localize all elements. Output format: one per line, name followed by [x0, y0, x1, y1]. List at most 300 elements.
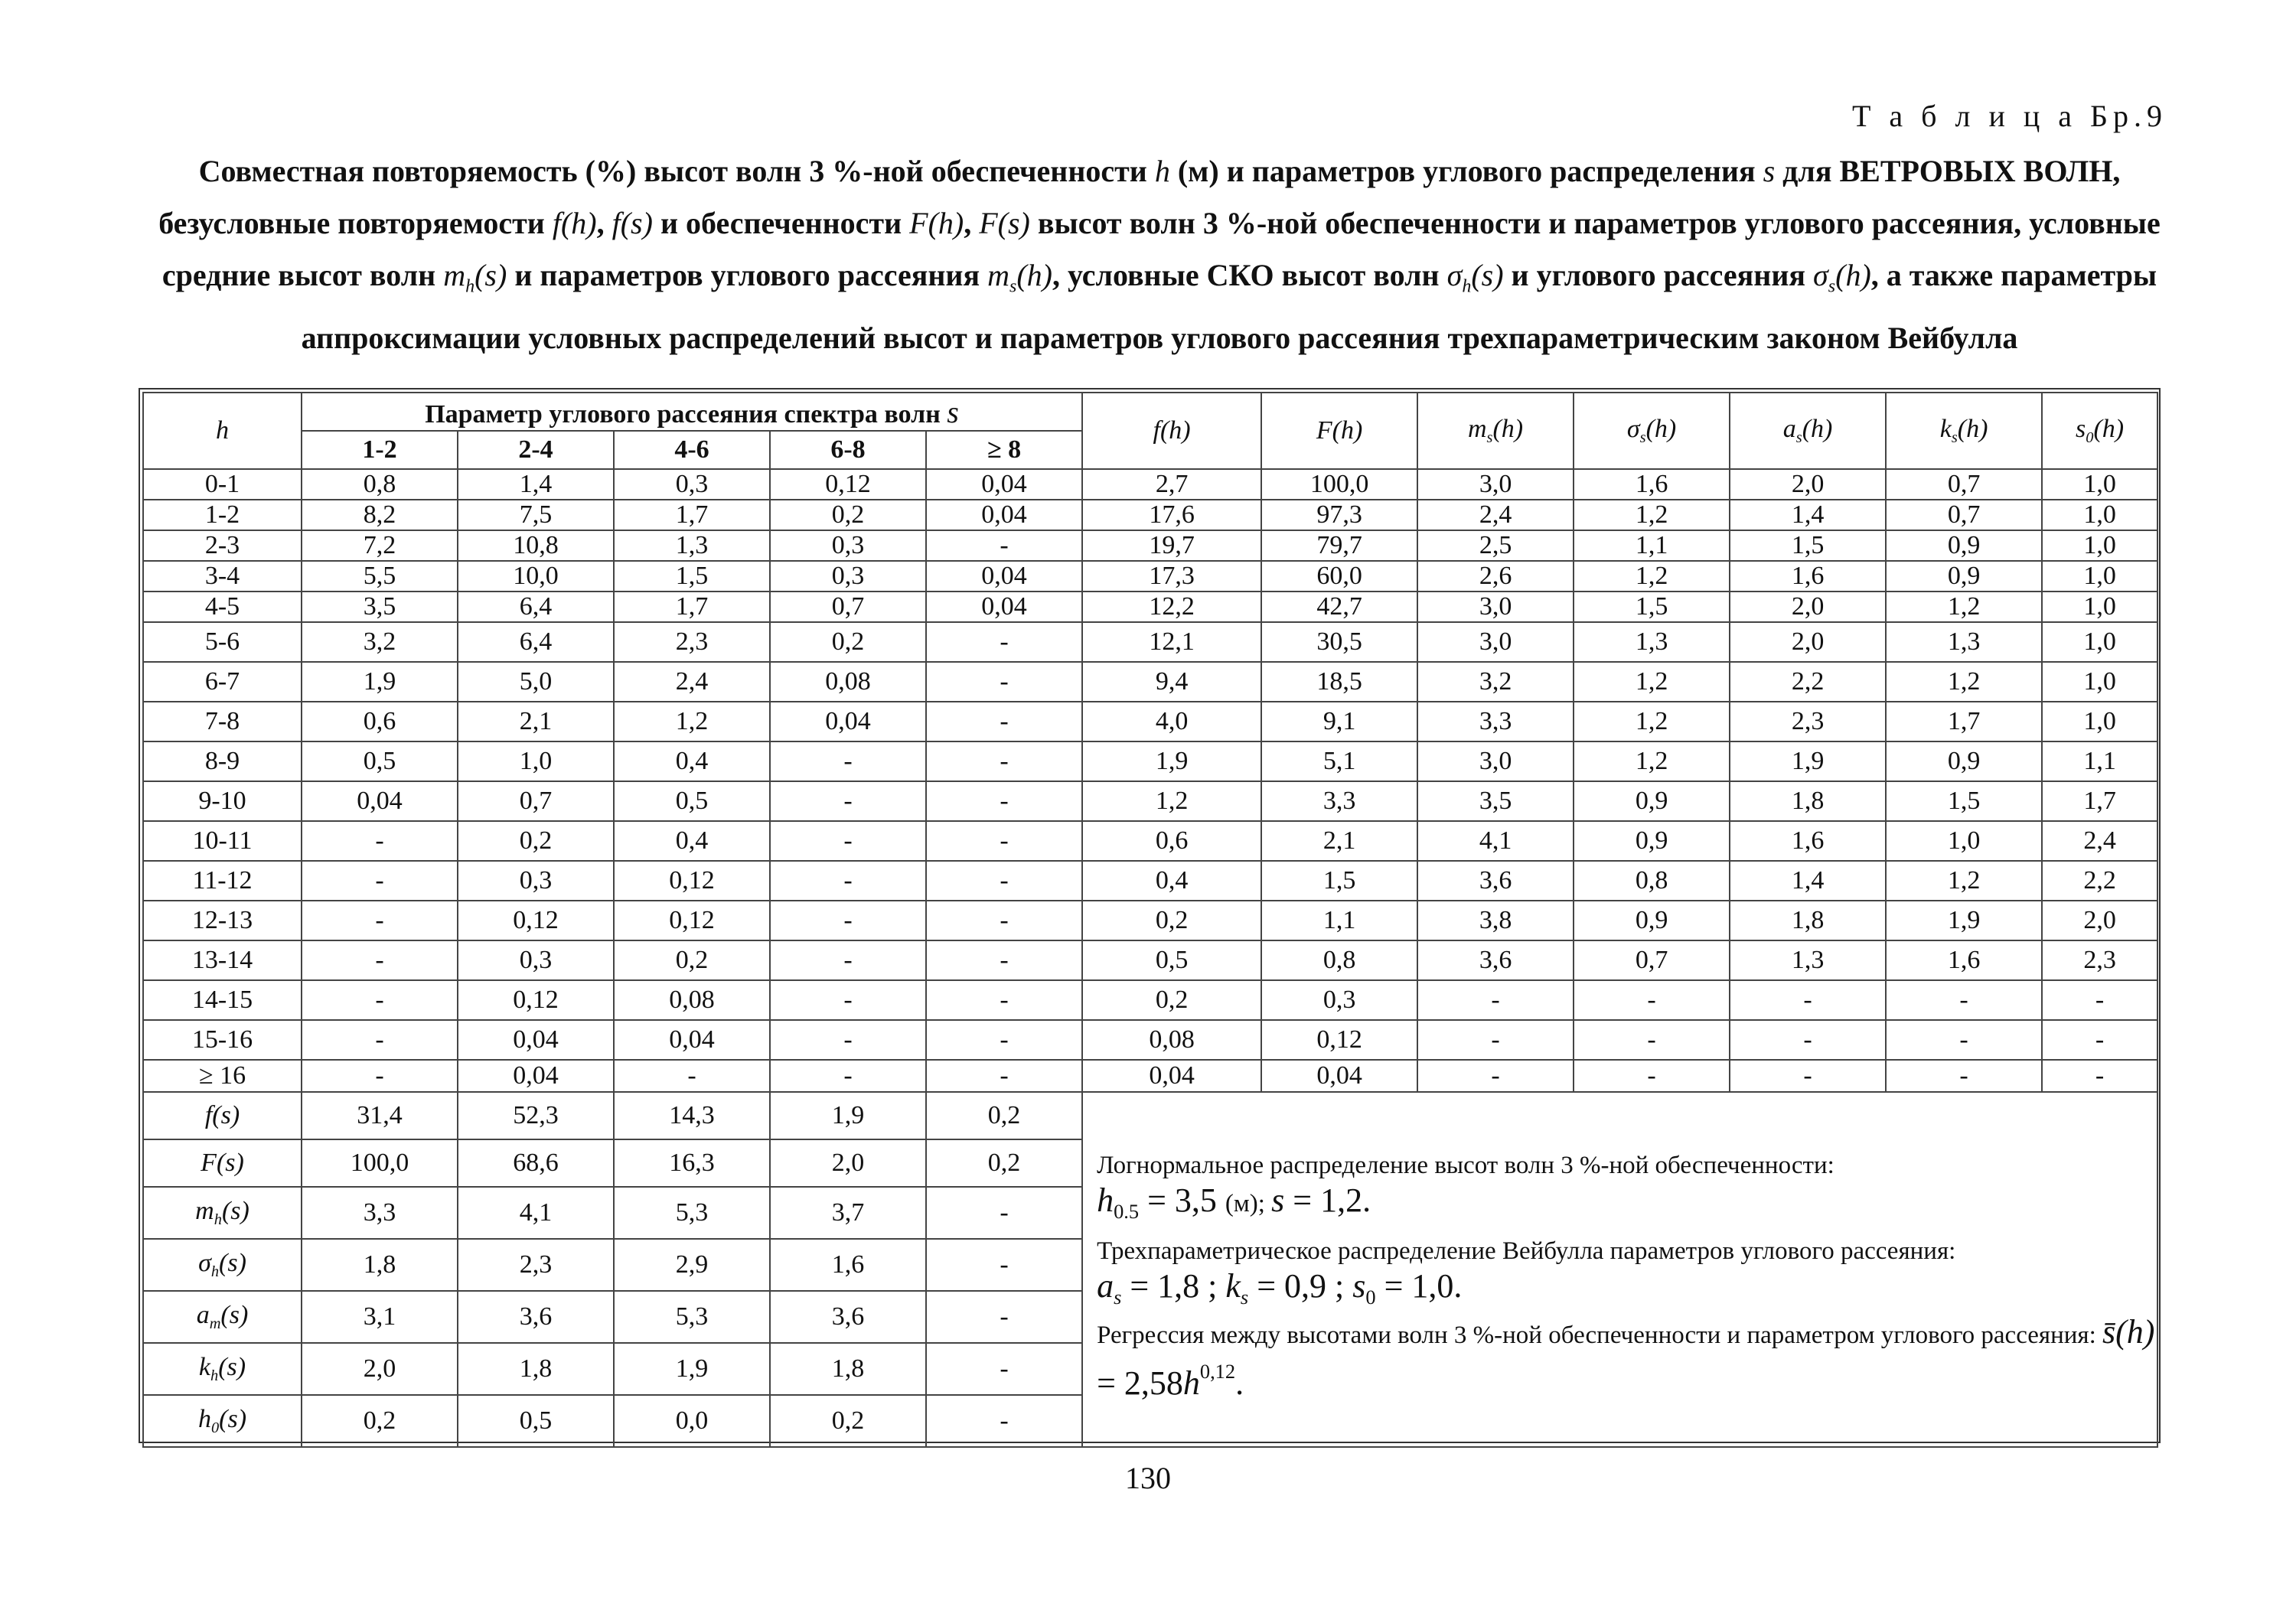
title-math-sub: s: [1009, 276, 1017, 297]
stat-cell: -: [1886, 1020, 2042, 1060]
math-argument: (h): [1492, 414, 1524, 443]
stat-cell: 0,9: [1574, 781, 1730, 821]
stat-cell: 42,7: [1261, 592, 1417, 622]
stat-cell: 0,7: [1886, 500, 2042, 530]
stat-cell: 1,1: [2042, 741, 2157, 781]
stat-cell: 9,1: [1261, 702, 1417, 741]
title-math-sub: s: [1828, 276, 1836, 297]
note-lognormal: Логнормальное распределение высот волн 3 %-ной обеспеченности:: [1097, 1152, 1835, 1179]
table-cell: 3,6: [458, 1291, 614, 1343]
stat-cell: 1,0: [2042, 469, 2157, 500]
table-cell: 0,3: [770, 530, 926, 561]
stat-cell: 3,5: [1417, 781, 1574, 821]
stat-cell: 0,7: [1574, 940, 1730, 980]
table-row: [143, 861, 2157, 901]
stat-cell: 79,7: [1261, 530, 1417, 561]
table-cell: -: [302, 821, 458, 861]
table-cell: -: [302, 901, 458, 940]
table-cell: 1,9: [614, 1343, 770, 1395]
stat-cell: 1,3: [1886, 622, 2042, 662]
stat-cell: 1,6: [1574, 469, 1730, 500]
stat-cell: 1,2: [1574, 561, 1730, 592]
stat-cell: -: [1730, 1060, 1886, 1092]
row-h-label: 12-13: [143, 901, 302, 940]
stat-cell: -: [1417, 1020, 1574, 1060]
stat-cell: 3,8: [1417, 901, 1574, 940]
formula-value: = 1,2.: [1284, 1181, 1371, 1219]
stat-cell: 0,08: [1082, 1020, 1261, 1060]
header-stat-0: [1082, 393, 1261, 469]
stat-cell: 17,6: [1082, 500, 1261, 530]
table-cell: 0,2: [926, 1139, 1082, 1187]
table-cell: -: [926, 940, 1082, 980]
title-math-sub: h: [465, 276, 475, 297]
stat-cell: -: [1730, 1020, 1886, 1060]
table-cell: 0,04: [614, 1020, 770, 1060]
title-math: (h): [1016, 258, 1052, 292]
math-symbol: a: [196, 1300, 210, 1329]
table-row: [143, 592, 2157, 622]
table-cell: 0,04: [458, 1020, 614, 1060]
table-cell: 0,2: [302, 1395, 458, 1447]
stat-cell: 0,9: [1886, 741, 2042, 781]
title-math: f(h): [552, 206, 597, 240]
s-stat-row: [143, 1092, 2157, 1139]
table-cell: 1,9: [770, 1092, 926, 1139]
stat-cell: 0,2: [1082, 901, 1261, 940]
table-cell: -: [926, 861, 1082, 901]
table-cell: -: [926, 1395, 1082, 1447]
math-subscript: s: [1951, 429, 1958, 447]
table-row: [143, 1020, 2157, 1060]
stat-cell: 2,6: [1417, 561, 1574, 592]
title-math: m: [987, 258, 1009, 292]
math-symbol: F: [1316, 416, 1332, 445]
title-math-sub: h: [1462, 276, 1472, 297]
table-cell: 2,3: [614, 622, 770, 662]
stat-cell: 100,0: [1261, 469, 1417, 500]
table-cell: 0,04: [770, 702, 926, 741]
header-s-class: 4-6: [614, 431, 770, 469]
table-row: [143, 702, 2157, 741]
note-regression: [1097, 1315, 2157, 1403]
table-cell: -: [302, 1020, 458, 1060]
title-text: высот волн 3 %-ной обеспеченности и параметров углового рассеяния, условные средние высот волн: [161, 206, 2161, 292]
row-h-label: 9-10: [143, 781, 302, 821]
table-cell: -: [926, 530, 1082, 561]
table-cell: -: [926, 781, 1082, 821]
title-math: (s): [475, 258, 507, 292]
table-cell: -: [926, 980, 1082, 1020]
table-cell: -: [926, 662, 1082, 702]
formula-value: = 2,58: [1097, 1364, 1183, 1402]
title-text: , условные СКО высот волн: [1052, 258, 1447, 292]
table-cell: 1,7: [614, 592, 770, 622]
stat-cell: -: [1886, 1060, 2042, 1092]
formula-value: = 1,0.: [1375, 1267, 1463, 1305]
table-cell: 3,6: [770, 1291, 926, 1343]
math-subscript: h: [210, 1263, 220, 1281]
stat-cell: -: [1730, 980, 1886, 1020]
math-symbol: k: [1939, 414, 1952, 443]
header-s-class: 2-4: [458, 431, 614, 469]
stat-cell: 0,04: [1261, 1060, 1417, 1092]
stat-cell: -: [1574, 1060, 1730, 1092]
math-subscript: s: [1486, 429, 1493, 447]
table-row: [143, 741, 2157, 781]
table-cell: 0,12: [614, 901, 770, 940]
formula-unit: (м);: [1225, 1190, 1272, 1217]
row-h-label: 8-9: [143, 741, 302, 781]
stat-cell: 17,3: [1082, 561, 1261, 592]
stat-cell: 0,5: [1082, 940, 1261, 980]
stat-cell: 97,3: [1261, 500, 1417, 530]
table-cell: 2,3: [458, 1239, 614, 1291]
note-lognormal-formula: [1097, 1183, 2157, 1229]
s-stat-label: [143, 1139, 302, 1187]
stat-cell: 0,6: [1082, 821, 1261, 861]
math-subscript: h: [214, 1211, 222, 1229]
header-stat-3: [1574, 393, 1730, 469]
math-symbol: k: [1225, 1267, 1241, 1305]
table-cell: 0,7: [458, 781, 614, 821]
stat-cell: 1,2: [1574, 662, 1730, 702]
math-argument: (h): [2093, 414, 2125, 443]
stat-cell: 9,4: [1082, 662, 1261, 702]
table-cell: -: [926, 622, 1082, 662]
stat-cell: 4,0: [1082, 702, 1261, 741]
table-row: [143, 940, 2157, 980]
stat-cell: 3,6: [1417, 940, 1574, 980]
stat-cell: 18,5: [1261, 662, 1417, 702]
stat-cell: 3,0: [1417, 741, 1574, 781]
header-s-class: 6-8: [770, 431, 926, 469]
table-cell: 0,5: [614, 781, 770, 821]
s-stat-label: [143, 1187, 302, 1239]
table-cell: 100,0: [302, 1139, 458, 1187]
stat-cell: 2,5: [1417, 530, 1574, 561]
table-cell: 0,7: [770, 592, 926, 622]
table-cell: 1,8: [302, 1239, 458, 1291]
stat-cell: 0,2: [1082, 980, 1261, 1020]
stat-cell: 2,3: [2042, 940, 2157, 980]
stat-cell: 1,3: [1730, 940, 1886, 980]
table-cell: 14,3: [614, 1092, 770, 1139]
stat-cell: 0,9: [1574, 901, 1730, 940]
table-cell: -: [770, 781, 926, 821]
stat-cell: 1,6: [1730, 821, 1886, 861]
stat-cell: 1,2: [1574, 741, 1730, 781]
table-cell: 0,04: [926, 500, 1082, 530]
table-cell: 31,4: [302, 1092, 458, 1139]
math-argument: (s): [221, 1196, 249, 1225]
stat-cell: 19,7: [1082, 530, 1261, 561]
table-cell: 5,0: [458, 662, 614, 702]
stat-cell: 3,3: [1417, 702, 1574, 741]
title-text: (м) и параметров углового распределения: [1169, 154, 1763, 188]
stat-cell: 1,8: [1730, 781, 1886, 821]
stat-cell: 1,4: [1730, 500, 1886, 530]
header-stat-4: [1730, 393, 1886, 469]
stat-cell: -: [1574, 1020, 1730, 1060]
table-cell: 68,6: [458, 1139, 614, 1187]
stat-cell: 2,0: [2042, 901, 2157, 940]
table-cell: -: [302, 861, 458, 901]
table-row: [143, 901, 2157, 940]
table-row: [143, 622, 2157, 662]
stat-cell: 2,0: [1730, 622, 1886, 662]
math-subscript: s: [1639, 429, 1646, 447]
table-cell: -: [770, 741, 926, 781]
row-h-label: ≥ 16: [143, 1060, 302, 1092]
table-cell: 0,2: [770, 622, 926, 662]
stat-cell: 0,7: [1886, 469, 2042, 500]
stat-cell: 3,2: [1417, 662, 1574, 702]
header-s-class: ≥ 8: [926, 431, 1082, 469]
stat-cell: 1,2: [1082, 781, 1261, 821]
stat-cell: 1,7: [2042, 781, 2157, 821]
notes-block: [1082, 1092, 2157, 1447]
header-stat-1: [1261, 393, 1417, 469]
title-math: σ: [1446, 258, 1463, 292]
title-math: F(s): [979, 206, 1030, 240]
table-cell: -: [926, 1291, 1082, 1343]
table-cell: 0,12: [458, 901, 614, 940]
title-math: f(s): [612, 206, 653, 240]
math-argument: (s): [218, 1352, 246, 1381]
math-symbol: a: [1782, 414, 1796, 443]
table-cell: -: [926, 1239, 1082, 1291]
table-cell: -: [926, 1020, 1082, 1060]
table-cell: -: [926, 1187, 1082, 1239]
table-cell: 0,4: [614, 741, 770, 781]
math-symbol: m: [195, 1196, 214, 1225]
table-cell: 2,0: [302, 1343, 458, 1395]
table-cell: -: [926, 821, 1082, 861]
s-stat-label: [143, 1239, 302, 1291]
table-cell: 1,7: [614, 500, 770, 530]
table-label: Т а б л и ц а Бр.9: [1851, 99, 2167, 133]
table-row: [143, 821, 2157, 861]
stat-cell: 0,9: [1574, 821, 1730, 861]
math-argument: (h): [1645, 414, 1677, 443]
table-body: [143, 393, 2157, 1447]
table-cell: 0,6: [302, 702, 458, 741]
table-cell: 3,7: [770, 1187, 926, 1239]
row-h-label: 7-8: [143, 702, 302, 741]
stat-cell: 1,1: [1261, 901, 1417, 940]
table-row: [143, 980, 2157, 1020]
formula-value: .: [1235, 1364, 1244, 1402]
stat-cell: 1,8: [1730, 901, 1886, 940]
table-cell: 2,4: [614, 662, 770, 702]
math-subscript: h: [210, 1367, 219, 1385]
stat-cell: 0,3: [1261, 980, 1417, 1020]
math-subscript: 0: [210, 1419, 220, 1437]
math-symbol: a: [1097, 1267, 1114, 1305]
math-argument: (s): [219, 1248, 246, 1277]
math-symbol: s: [2076, 414, 2086, 443]
header-stat-5: [1886, 393, 2042, 469]
header-group-var: s: [947, 394, 959, 429]
title-math: h: [1154, 154, 1170, 188]
math-subscript: 0.5: [1114, 1200, 1140, 1224]
math-argument: (s): [220, 1300, 249, 1329]
math-symbol: k: [198, 1352, 210, 1381]
math-symbol: h: [197, 1404, 211, 1433]
math-superscript: 0,12: [1199, 1359, 1236, 1383]
table-cell: 0,2: [458, 821, 614, 861]
math-symbol: f: [204, 1101, 213, 1129]
data-table: [142, 392, 2158, 1448]
table-cell: 0,04: [458, 1060, 614, 1092]
stat-cell: 1,0: [2042, 561, 2157, 592]
math-symbol: σ: [1626, 414, 1640, 443]
header-group-label: Параметр углового рассеяния спектра волн: [425, 399, 947, 429]
table-cell: 0,08: [614, 980, 770, 1020]
stat-cell: -: [1417, 980, 1574, 1020]
table-cell: 3,3: [302, 1187, 458, 1239]
stat-cell: 2,7: [1082, 469, 1261, 500]
stat-cell: 0,8: [1261, 940, 1417, 980]
table-row: [143, 500, 2157, 530]
table-cell: 5,3: [614, 1187, 770, 1239]
table-cell: 10,8: [458, 530, 614, 561]
table-cell: 0,04: [926, 592, 1082, 622]
table-cell: 0,5: [458, 1395, 614, 1447]
formula-value: = 3,5: [1139, 1181, 1225, 1219]
formula-value: = 1,8 ;: [1121, 1267, 1226, 1305]
row-h-label: 10-11: [143, 821, 302, 861]
table-cell: 8,2: [302, 500, 458, 530]
stat-cell: -: [1574, 980, 1730, 1020]
stat-cell: 0,9: [1886, 561, 2042, 592]
row-h-label: 2-3: [143, 530, 302, 561]
stat-cell: 30,5: [1261, 622, 1417, 662]
stat-cell: 1,6: [1886, 940, 2042, 980]
title-math: σ: [1813, 258, 1828, 292]
table-cell: 52,3: [458, 1092, 614, 1139]
table-row: [143, 1060, 2157, 1092]
table-cell: -: [926, 1060, 1082, 1092]
stat-cell: 1,9: [1886, 901, 2042, 940]
table-cell: -: [926, 702, 1082, 741]
math-symbol: m: [1467, 414, 1487, 443]
table-cell: 1,6: [770, 1239, 926, 1291]
title-text: и параметров углового рассеяния: [507, 258, 988, 292]
math-subscript: s: [1795, 429, 1802, 447]
table-cell: 1,4: [458, 469, 614, 500]
stat-cell: 3,3: [1261, 781, 1417, 821]
table-cell: 0,04: [926, 469, 1082, 500]
math-symbol: s̄(h): [2102, 1313, 2155, 1351]
s-stat-label: [143, 1291, 302, 1343]
stat-cell: 1,5: [1730, 530, 1886, 561]
math-subscript: т: [209, 1315, 221, 1333]
table-row: [143, 781, 2157, 821]
stat-cell: 1,1: [1574, 530, 1730, 561]
table-cell: 1,9: [302, 662, 458, 702]
s-stat-label: [143, 1343, 302, 1395]
title-text: Совместная повторяемость (%) высот волн 3 %-ной обеспеченности: [198, 154, 1155, 188]
table-cell: 2,1: [458, 702, 614, 741]
stat-cell: 1,0: [2042, 702, 2157, 741]
header-group: [302, 393, 1082, 431]
table-cell: 0,3: [458, 940, 614, 980]
math-symbol: σ: [198, 1248, 211, 1277]
table-cell: 1,2: [614, 702, 770, 741]
table-cell: 0,2: [770, 500, 926, 530]
table-cell: -: [770, 1020, 926, 1060]
stat-cell: 1,9: [1730, 741, 1886, 781]
table-cell: 3,1: [302, 1291, 458, 1343]
table-cell: 0,08: [770, 662, 926, 702]
stat-cell: -: [1417, 1060, 1574, 1092]
title-text: для ВЕТРОВЫХ ВОЛН, безусловные повторяемости: [158, 154, 2121, 240]
table-cell: 1,8: [770, 1343, 926, 1395]
math-argument: (h): [1957, 414, 1988, 443]
stat-cell: 2,0: [1730, 592, 1886, 622]
title-math: s: [1763, 154, 1776, 188]
table-cell: 0,4: [614, 821, 770, 861]
math-symbol: h: [1182, 1364, 1200, 1402]
title-math: (h): [1835, 258, 1871, 292]
math-symbol: s: [1352, 1267, 1366, 1305]
table-cell: 2,9: [614, 1239, 770, 1291]
header-s-class: 1-2: [302, 431, 458, 469]
math-subscript: 0: [1365, 1286, 1376, 1309]
stat-cell: 1,5: [1261, 861, 1417, 901]
note-weibull: Трехпараметрическое распределение Вейбулла параметров углового рассеяния:: [1097, 1237, 1956, 1266]
math-argument: (s): [219, 1404, 247, 1433]
title-text: и обеспеченности: [652, 206, 910, 240]
table-cell: 4,1: [458, 1187, 614, 1239]
table-cell: 0,3: [458, 861, 614, 901]
table-cell: 10,0: [458, 561, 614, 592]
formula-value: = 0,9 ;: [1248, 1267, 1353, 1305]
stat-cell: 1,3: [1574, 622, 1730, 662]
table-row: [143, 561, 2157, 592]
table-cell: -: [302, 1060, 458, 1092]
table-cell: 6,4: [458, 622, 614, 662]
stat-cell: 1,0: [2042, 500, 2157, 530]
row-h-label: 0-1: [143, 469, 302, 500]
stat-cell: 4,1: [1417, 821, 1574, 861]
table-cell: -: [770, 861, 926, 901]
math-symbol: h: [1097, 1181, 1114, 1219]
table-cell: -: [770, 940, 926, 980]
stat-cell: 2,3: [1730, 702, 1886, 741]
note-weibull-formula: [1097, 1269, 2157, 1315]
table-row: [143, 662, 2157, 702]
stat-cell: 1,0: [2042, 622, 2157, 662]
table-cell: -: [926, 901, 1082, 940]
table-cell: 7,5: [458, 500, 614, 530]
table-cell: 5,3: [614, 1291, 770, 1343]
stat-cell: 1,0: [2042, 592, 2157, 622]
stat-cell: 2,4: [1417, 500, 1574, 530]
table-cell: 0,04: [302, 781, 458, 821]
math-argument: (h): [1332, 416, 1363, 445]
header-h: h: [143, 393, 302, 469]
stat-cell: 2,0: [1730, 469, 1886, 500]
table-cell: -: [770, 1060, 926, 1092]
table-cell: 0,12: [614, 861, 770, 901]
table-cell: 0,2: [614, 940, 770, 980]
stat-cell: 0,12: [1261, 1020, 1417, 1060]
table-cell: 0,8: [302, 469, 458, 500]
row-h-label: 1-2: [143, 500, 302, 530]
